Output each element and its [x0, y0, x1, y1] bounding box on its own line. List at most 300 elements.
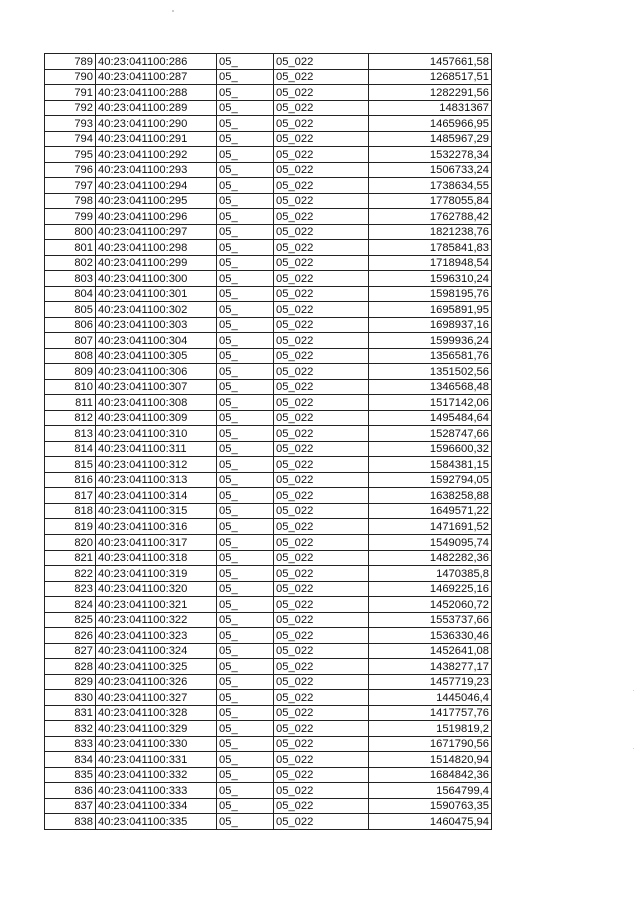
row-number-cell: 822 — [45, 566, 96, 582]
cadastral-number-cell: 40:23:041100:287 — [96, 69, 217, 85]
group-code-cell: 05_022 — [274, 783, 369, 799]
cadastral-value-cell: 1598195,76 — [369, 286, 492, 302]
zone-code-cell: 05_ — [217, 69, 274, 85]
scan-speck — [633, 748, 634, 749]
cadastral-value-cell: 1460475,94 — [369, 814, 492, 830]
cadastral-value-cell: 1592794,05 — [369, 472, 492, 488]
group-code-cell: 05_022 — [274, 147, 369, 163]
table-row — [45, 690, 492, 706]
group-code-cell: 05_022 — [274, 643, 369, 659]
table-row — [45, 519, 492, 535]
cadastral-number-cell: 40:23:041100:304 — [96, 333, 217, 349]
table-row — [45, 798, 492, 814]
zone-code-cell: 05_ — [217, 178, 274, 194]
cadastral-number-cell: 40:23:041100:291 — [96, 131, 217, 147]
table-row — [45, 85, 492, 101]
group-code-cell: 05_022 — [274, 54, 369, 70]
zone-code-cell: 05_ — [217, 550, 274, 566]
cadastral-number-cell: 40:23:041100:286 — [96, 54, 217, 70]
row-number-cell: 805 — [45, 302, 96, 318]
row-number-cell: 797 — [45, 178, 96, 194]
row-number-cell: 826 — [45, 628, 96, 644]
cadastral-value-table — [44, 53, 492, 830]
cadastral-value-cell: 1528747,66 — [369, 426, 492, 442]
table-row — [45, 317, 492, 333]
cadastral-value-cell: 1457661,58 — [369, 54, 492, 70]
row-number-cell: 789 — [45, 54, 96, 70]
cadastral-number-cell: 40:23:041100:307 — [96, 379, 217, 395]
group-code-cell: 05_022 — [274, 705, 369, 721]
cadastral-number-cell: 40:23:041100:328 — [96, 705, 217, 721]
zone-code-cell: 05_ — [217, 193, 274, 209]
cadastral-value-cell: 1469225,16 — [369, 581, 492, 597]
cadastral-number-cell: 40:23:041100:312 — [96, 457, 217, 473]
group-code-cell: 05_022 — [274, 333, 369, 349]
group-code-cell: 05_022 — [274, 209, 369, 225]
row-number-cell: 820 — [45, 534, 96, 550]
cadastral-value-cell: 1495484,64 — [369, 410, 492, 426]
zone-code-cell: 05_ — [217, 534, 274, 550]
cadastral-value-cell: 1452060,72 — [369, 597, 492, 613]
cadastral-number-cell: 40:23:041100:322 — [96, 612, 217, 628]
table-row — [45, 224, 492, 240]
table-row — [45, 348, 492, 364]
row-number-cell: 791 — [45, 85, 96, 101]
group-code-cell: 05_022 — [274, 395, 369, 411]
cadastral-number-cell: 40:23:041100:324 — [96, 643, 217, 659]
row-number-cell: 830 — [45, 690, 96, 706]
zone-code-cell: 05_ — [217, 581, 274, 597]
table-row — [45, 550, 492, 566]
table-row — [45, 426, 492, 442]
table-row — [45, 736, 492, 752]
zone-code-cell: 05_ — [217, 364, 274, 380]
group-code-cell: 05_022 — [274, 100, 369, 116]
row-number-cell: 794 — [45, 131, 96, 147]
group-code-cell: 05_022 — [274, 752, 369, 768]
cadastral-number-cell: 40:23:041100:310 — [96, 426, 217, 442]
cadastral-value-cell: 1465966,95 — [369, 116, 492, 132]
cadastral-value-cell: 1599936,24 — [369, 333, 492, 349]
row-number-cell: 790 — [45, 69, 96, 85]
cadastral-value-cell: 1346568,48 — [369, 379, 492, 395]
group-code-cell: 05_022 — [274, 286, 369, 302]
cadastral-number-cell: 40:23:041100:325 — [96, 659, 217, 675]
cadastral-number-cell: 40:23:041100:316 — [96, 519, 217, 535]
cadastral-value-cell: 1471691,52 — [369, 519, 492, 535]
zone-code-cell: 05_ — [217, 85, 274, 101]
row-number-cell: 829 — [45, 674, 96, 690]
zone-code-cell: 05_ — [217, 721, 274, 737]
cadastral-number-cell: 40:23:041100:302 — [96, 302, 217, 318]
table-row — [45, 116, 492, 132]
cadastral-number-cell: 40:23:041100:306 — [96, 364, 217, 380]
cadastral-value-cell: 1268517,51 — [369, 69, 492, 85]
table-row — [45, 534, 492, 550]
cadastral-number-cell: 40:23:041100:323 — [96, 628, 217, 644]
group-code-cell: 05_022 — [274, 597, 369, 613]
group-code-cell: 05_022 — [274, 534, 369, 550]
cadastral-value-cell: 1698937,16 — [369, 317, 492, 333]
table-row — [45, 566, 492, 582]
cadastral-value-cell: 1718948,54 — [369, 255, 492, 271]
table-row — [45, 643, 492, 659]
table-row — [45, 674, 492, 690]
cadastral-value-cell: 1596600,32 — [369, 441, 492, 457]
table-row — [45, 333, 492, 349]
zone-code-cell: 05_ — [217, 690, 274, 706]
zone-code-cell: 05_ — [217, 814, 274, 830]
table-body — [45, 54, 492, 830]
zone-code-cell: 05_ — [217, 767, 274, 783]
table-row — [45, 767, 492, 783]
cadastral-value-cell: 1470385,8 — [369, 566, 492, 582]
zone-code-cell: 05_ — [217, 255, 274, 271]
group-code-cell: 05_022 — [274, 364, 369, 380]
table-row — [45, 147, 492, 163]
zone-code-cell: 05_ — [217, 628, 274, 644]
group-code-cell: 05_022 — [274, 550, 369, 566]
group-code-cell: 05_022 — [274, 441, 369, 457]
row-number-cell: 828 — [45, 659, 96, 675]
cadastral-value-cell: 14831367 — [369, 100, 492, 116]
cadastral-number-cell: 40:23:041100:315 — [96, 503, 217, 519]
table-row — [45, 783, 492, 799]
group-code-cell: 05_022 — [274, 736, 369, 752]
zone-code-cell: 05_ — [217, 752, 274, 768]
cadastral-value-cell: 1564799,4 — [369, 783, 492, 799]
zone-code-cell: 05_ — [217, 240, 274, 256]
group-code-cell: 05_022 — [274, 85, 369, 101]
row-number-cell: 809 — [45, 364, 96, 380]
group-code-cell: 05_022 — [274, 472, 369, 488]
group-code-cell: 05_022 — [274, 255, 369, 271]
cadastral-number-cell: 40:23:041100:321 — [96, 597, 217, 613]
row-number-cell: 837 — [45, 798, 96, 814]
group-code-cell: 05_022 — [274, 814, 369, 830]
zone-code-cell: 05_ — [217, 286, 274, 302]
group-code-cell: 05_022 — [274, 519, 369, 535]
cadastral-value-cell: 1684842,36 — [369, 767, 492, 783]
group-code-cell: 05_022 — [274, 131, 369, 147]
table-row — [45, 271, 492, 287]
group-code-cell: 05_022 — [274, 628, 369, 644]
cadastral-number-cell: 40:23:041100:313 — [96, 472, 217, 488]
zone-code-cell: 05_ — [217, 410, 274, 426]
row-number-cell: 807 — [45, 333, 96, 349]
table-row — [45, 457, 492, 473]
row-number-cell: 834 — [45, 752, 96, 768]
cadastral-value-cell: 1445046,4 — [369, 690, 492, 706]
cadastral-value-cell: 1356581,76 — [369, 348, 492, 364]
cadastral-number-cell: 40:23:041100:293 — [96, 162, 217, 178]
zone-code-cell: 05_ — [217, 597, 274, 613]
table-row — [45, 193, 492, 209]
row-number-cell: 827 — [45, 643, 96, 659]
zone-code-cell: 05_ — [217, 705, 274, 721]
cadastral-value-cell: 1649571,22 — [369, 503, 492, 519]
zone-code-cell: 05_ — [217, 317, 274, 333]
row-number-cell: 833 — [45, 736, 96, 752]
cadastral-value-cell: 1506733,24 — [369, 162, 492, 178]
group-code-cell: 05_022 — [274, 162, 369, 178]
row-number-cell: 813 — [45, 426, 96, 442]
row-number-cell: 792 — [45, 100, 96, 116]
table-row — [45, 752, 492, 768]
row-number-cell: 821 — [45, 550, 96, 566]
row-number-cell: 815 — [45, 457, 96, 473]
cadastral-value-cell: 1778055,84 — [369, 193, 492, 209]
row-number-cell: 835 — [45, 767, 96, 783]
group-code-cell: 05_022 — [274, 348, 369, 364]
cadastral-number-cell: 40:23:041100:318 — [96, 550, 217, 566]
cadastral-number-cell: 40:23:041100:290 — [96, 116, 217, 132]
zone-code-cell: 05_ — [217, 116, 274, 132]
cadastral-value-cell: 1351502,56 — [369, 364, 492, 380]
row-number-cell: 795 — [45, 147, 96, 163]
cadastral-number-cell: 40:23:041100:308 — [96, 395, 217, 411]
row-number-cell: 800 — [45, 224, 96, 240]
zone-code-cell: 05_ — [217, 736, 274, 752]
cadastral-number-cell: 40:23:041100:320 — [96, 581, 217, 597]
cadastral-number-cell: 40:23:041100:301 — [96, 286, 217, 302]
cadastral-value-cell: 1452641,08 — [369, 643, 492, 659]
group-code-cell: 05_022 — [274, 721, 369, 737]
group-code-cell: 05_022 — [274, 116, 369, 132]
row-number-cell: 802 — [45, 255, 96, 271]
row-number-cell: 818 — [45, 503, 96, 519]
row-number-cell: 801 — [45, 240, 96, 256]
cadastral-number-cell: 40:23:041100:288 — [96, 85, 217, 101]
cadastral-number-cell: 40:23:041100:295 — [96, 193, 217, 209]
table-row — [45, 69, 492, 85]
row-number-cell: 799 — [45, 209, 96, 225]
group-code-cell: 05_022 — [274, 612, 369, 628]
row-number-cell: 798 — [45, 193, 96, 209]
row-number-cell: 836 — [45, 783, 96, 799]
cadastral-value-cell: 1536330,46 — [369, 628, 492, 644]
zone-code-cell: 05_ — [217, 100, 274, 116]
row-number-cell: 816 — [45, 472, 96, 488]
row-number-cell: 825 — [45, 612, 96, 628]
cadastral-number-cell: 40:23:041100:300 — [96, 271, 217, 287]
zone-code-cell: 05_ — [217, 659, 274, 675]
row-number-cell: 814 — [45, 441, 96, 457]
cadastral-value-cell: 1282291,56 — [369, 85, 492, 101]
cadastral-value-cell: 1785841,83 — [369, 240, 492, 256]
cadastral-number-cell: 40:23:041100:327 — [96, 690, 217, 706]
zone-code-cell: 05_ — [217, 503, 274, 519]
cadastral-number-cell: 40:23:041100:314 — [96, 488, 217, 504]
group-code-cell: 05_022 — [274, 379, 369, 395]
table-row — [45, 131, 492, 147]
table-row — [45, 472, 492, 488]
zone-code-cell: 05_ — [217, 379, 274, 395]
row-number-cell: 831 — [45, 705, 96, 721]
cadastral-value-cell: 1532278,34 — [369, 147, 492, 163]
zone-code-cell: 05_ — [217, 131, 274, 147]
cadastral-number-cell: 40:23:041100:331 — [96, 752, 217, 768]
table-row — [45, 240, 492, 256]
row-number-cell: 796 — [45, 162, 96, 178]
zone-code-cell: 05_ — [217, 348, 274, 364]
cadastral-number-cell: 40:23:041100:303 — [96, 317, 217, 333]
scan-dot — [172, 10, 174, 12]
table-row — [45, 503, 492, 519]
cadastral-value-cell: 1514820,94 — [369, 752, 492, 768]
cadastral-value-cell: 1695891,95 — [369, 302, 492, 318]
cadastral-number-cell: 40:23:041100:329 — [96, 721, 217, 737]
group-code-cell: 05_022 — [274, 690, 369, 706]
table-row — [45, 488, 492, 504]
cadastral-number-cell: 40:23:041100:333 — [96, 783, 217, 799]
cadastral-number-cell: 40:23:041100:289 — [96, 100, 217, 116]
cadastral-value-cell: 1584381,15 — [369, 457, 492, 473]
cadastral-number-cell: 40:23:041100:296 — [96, 209, 217, 225]
zone-code-cell: 05_ — [217, 426, 274, 442]
group-code-cell: 05_022 — [274, 426, 369, 442]
group-code-cell: 05_022 — [274, 674, 369, 690]
table-row — [45, 395, 492, 411]
cadastral-number-cell: 40:23:041100:305 — [96, 348, 217, 364]
cadastral-value-cell: 1638258,88 — [369, 488, 492, 504]
row-number-cell: 824 — [45, 597, 96, 613]
table-row — [45, 410, 492, 426]
cadastral-number-cell: 40:23:041100:319 — [96, 566, 217, 582]
group-code-cell: 05_022 — [274, 302, 369, 318]
table-row — [45, 364, 492, 380]
zone-code-cell: 05_ — [217, 209, 274, 225]
cadastral-value-cell: 1457719,23 — [369, 674, 492, 690]
cadastral-number-cell: 40:23:041100:309 — [96, 410, 217, 426]
zone-code-cell: 05_ — [217, 302, 274, 318]
zone-code-cell: 05_ — [217, 333, 274, 349]
table-row — [45, 597, 492, 613]
zone-code-cell: 05_ — [217, 441, 274, 457]
zone-code-cell: 05_ — [217, 271, 274, 287]
cadastral-number-cell: 40:23:041100:317 — [96, 534, 217, 550]
cadastral-number-cell: 40:23:041100:332 — [96, 767, 217, 783]
table-row — [45, 178, 492, 194]
row-number-cell: 832 — [45, 721, 96, 737]
group-code-cell: 05_022 — [274, 69, 369, 85]
cadastral-number-cell: 40:23:041100:326 — [96, 674, 217, 690]
zone-code-cell: 05_ — [217, 224, 274, 240]
cadastral-value-cell: 1438277,17 — [369, 659, 492, 675]
cadastral-number-cell: 40:23:041100:292 — [96, 147, 217, 163]
cadastral-value-cell: 1549095,74 — [369, 534, 492, 550]
zone-code-cell: 05_ — [217, 783, 274, 799]
group-code-cell: 05_022 — [274, 271, 369, 287]
cadastral-number-cell: 40:23:041100:298 — [96, 240, 217, 256]
cadastral-value-cell: 1482282,36 — [369, 550, 492, 566]
row-number-cell: 793 — [45, 116, 96, 132]
zone-code-cell: 05_ — [217, 162, 274, 178]
group-code-cell: 05_022 — [274, 193, 369, 209]
row-number-cell: 812 — [45, 410, 96, 426]
group-code-cell: 05_022 — [274, 457, 369, 473]
table-row — [45, 379, 492, 395]
cadastral-number-cell: 40:23:041100:297 — [96, 224, 217, 240]
cadastral-value-cell: 1519819,2 — [369, 721, 492, 737]
group-code-cell: 05_022 — [274, 178, 369, 194]
zone-code-cell: 05_ — [217, 395, 274, 411]
scan-speck — [633, 690, 634, 691]
zone-code-cell: 05_ — [217, 612, 274, 628]
cadastral-number-cell: 40:23:041100:294 — [96, 178, 217, 194]
cadastral-value-cell: 1417757,76 — [369, 705, 492, 721]
row-number-cell: 806 — [45, 317, 96, 333]
cadastral-number-cell: 40:23:041100:311 — [96, 441, 217, 457]
row-number-cell: 819 — [45, 519, 96, 535]
zone-code-cell: 05_ — [217, 472, 274, 488]
group-code-cell: 05_022 — [274, 566, 369, 582]
table-row — [45, 286, 492, 302]
cadastral-number-cell: 40:23:041100:334 — [96, 798, 217, 814]
zone-code-cell: 05_ — [217, 457, 274, 473]
row-number-cell: 817 — [45, 488, 96, 504]
table-row — [45, 255, 492, 271]
table-row — [45, 441, 492, 457]
zone-code-cell: 05_ — [217, 147, 274, 163]
cadastral-number-cell: 40:23:041100:299 — [96, 255, 217, 271]
table-row — [45, 162, 492, 178]
cadastral-value-cell: 1590763,35 — [369, 798, 492, 814]
cadastral-value-cell: 1485967,29 — [369, 131, 492, 147]
table-row — [45, 721, 492, 737]
group-code-cell: 05_022 — [274, 224, 369, 240]
group-code-cell: 05_022 — [274, 240, 369, 256]
group-code-cell: 05_022 — [274, 767, 369, 783]
table-row — [45, 302, 492, 318]
row-number-cell: 823 — [45, 581, 96, 597]
group-code-cell: 05_022 — [274, 659, 369, 675]
cadastral-value-cell: 1517142,06 — [369, 395, 492, 411]
table-row — [45, 659, 492, 675]
table-row — [45, 209, 492, 225]
zone-code-cell: 05_ — [217, 488, 274, 504]
table-row — [45, 628, 492, 644]
row-number-cell: 838 — [45, 814, 96, 830]
cadastral-number-cell: 40:23:041100:330 — [96, 736, 217, 752]
zone-code-cell: 05_ — [217, 519, 274, 535]
table-row — [45, 100, 492, 116]
zone-code-cell: 05_ — [217, 674, 274, 690]
row-number-cell: 804 — [45, 286, 96, 302]
zone-code-cell: 05_ — [217, 566, 274, 582]
table-row — [45, 612, 492, 628]
row-number-cell: 811 — [45, 395, 96, 411]
group-code-cell: 05_022 — [274, 317, 369, 333]
table-row — [45, 814, 492, 830]
table-row — [45, 581, 492, 597]
row-number-cell: 810 — [45, 379, 96, 395]
cadastral-value-cell: 1553737,66 — [369, 612, 492, 628]
table-row — [45, 705, 492, 721]
zone-code-cell: 05_ — [217, 54, 274, 70]
cadastral-value-cell: 1738634,55 — [369, 178, 492, 194]
group-code-cell: 05_022 — [274, 488, 369, 504]
zone-code-cell: 05_ — [217, 643, 274, 659]
group-code-cell: 05_022 — [274, 798, 369, 814]
group-code-cell: 05_022 — [274, 503, 369, 519]
cadastral-number-cell: 40:23:041100:335 — [96, 814, 217, 830]
cadastral-value-cell: 1762788,42 — [369, 209, 492, 225]
group-code-cell: 05_022 — [274, 581, 369, 597]
row-number-cell: 808 — [45, 348, 96, 364]
cadastral-value-cell: 1596310,24 — [369, 271, 492, 287]
cadastral-value-cell: 1671790,56 — [369, 736, 492, 752]
